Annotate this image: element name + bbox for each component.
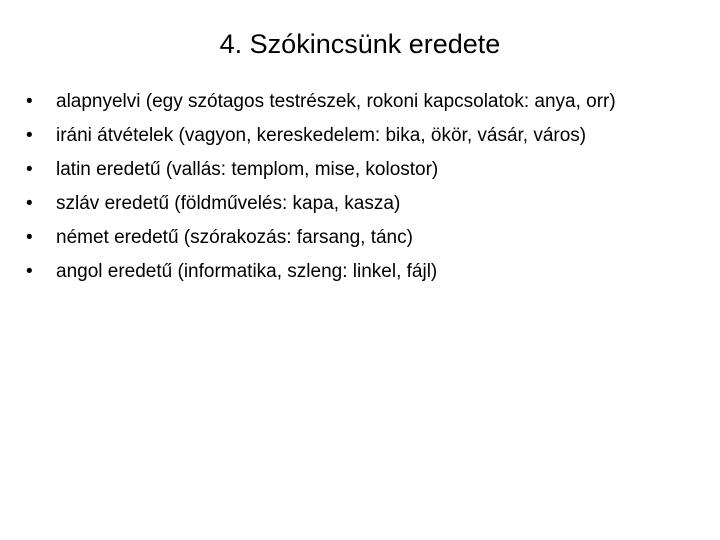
slide-title: 4. Szókincsünk eredete [219, 29, 501, 59]
bullet-text: angol eredetű (informatika, szleng: linkel, fájl) [56, 261, 438, 282]
bullet-icon: • [26, 159, 33, 180]
bullet-list [26, 90, 686, 294]
bullet-text: szláv eredetű (földművelés: kapa, kasza) [56, 193, 401, 214]
bullet-item-angol [26, 260, 686, 283]
bullet-text: iráni átvételek (vagyon, kereskedelem: bika, ökör, vásár, város) [56, 125, 587, 146]
bullet-icon: • [26, 91, 33, 112]
bullet-text: német eredetű (szórakozás: farsang, tánc) [56, 227, 413, 248]
bullet-item-nemet [26, 226, 686, 249]
bullet-icon: • [26, 261, 33, 282]
bullet-icon: • [26, 125, 33, 146]
bullet-text: alapnyelvi (egy szótagos testrészek, rokoni kapcsolatok: anya, orr) [56, 91, 616, 112]
bullet-item-szlav [26, 192, 686, 215]
bullet-item-alapnyelvi [26, 90, 686, 113]
bullet-icon: • [26, 193, 33, 214]
bullet-text: latin eredetű (vallás: templom, mise, kolostor) [56, 159, 439, 180]
bullet-item-latin [26, 158, 686, 181]
bullet-icon: • [26, 227, 33, 248]
bullet-item-irani [26, 124, 686, 147]
